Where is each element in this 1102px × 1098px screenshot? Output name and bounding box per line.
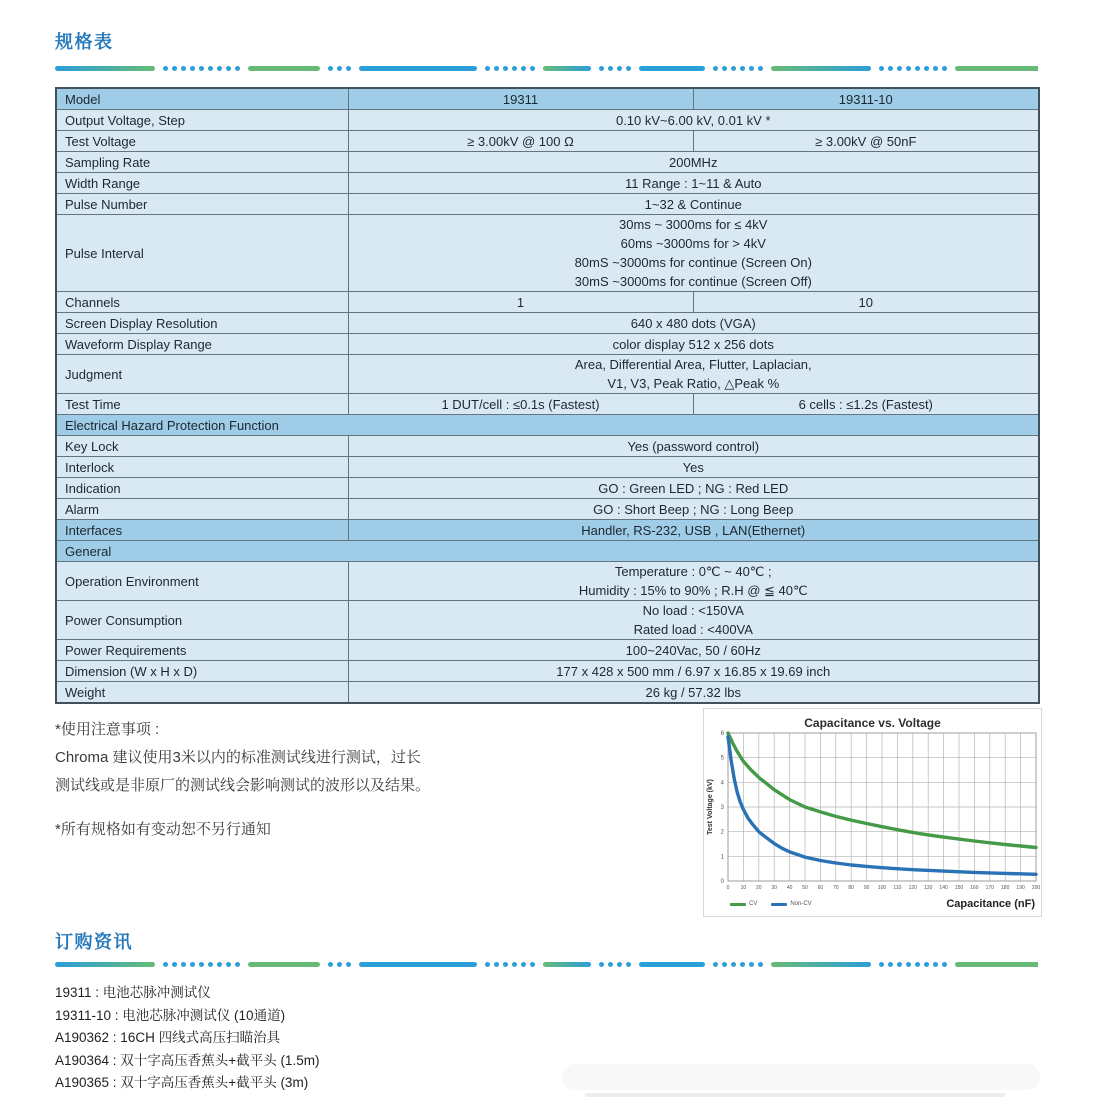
svg-text:130: 130 xyxy=(924,885,933,891)
svg-text:6: 6 xyxy=(720,731,724,737)
spec-row xyxy=(56,194,1039,215)
spec-cell-value: 10 xyxy=(693,292,1039,313)
spec-row-label: Dimension (W x H x D) xyxy=(56,661,348,682)
spec-row xyxy=(56,215,1039,292)
spec-disclaimer: *所有规格如有变动恕不另行通知 xyxy=(55,821,271,838)
svg-text:200: 200 xyxy=(1031,885,1041,891)
spec-row-label: Alarm xyxy=(56,499,348,520)
spec-row xyxy=(56,313,1039,334)
spec-section-row-label: General xyxy=(56,541,1039,562)
svg-text:Test Voltage (kV): Test Voltage (kV) xyxy=(707,779,714,835)
spec-row xyxy=(56,682,1039,704)
svg-text:110: 110 xyxy=(893,885,902,891)
svg-text:30: 30 xyxy=(771,885,777,891)
spec-cell-value: GO : Short Beep ; NG : Long Beep xyxy=(348,499,1039,520)
svg-text:180: 180 xyxy=(1001,885,1010,891)
spec-row-label: Operation Environment xyxy=(56,562,348,601)
legend-label: Non-CV xyxy=(790,901,812,907)
svg-text:2: 2 xyxy=(720,829,724,836)
spec-row xyxy=(56,520,1039,541)
ordering-item: A190365 : 双十字高压香蕉头+截平头 (3m) xyxy=(55,1075,309,1090)
legend-line-swatch xyxy=(730,903,746,906)
watermark-footer xyxy=(562,1064,1040,1090)
spec-cell-value: 26 kg / 57.32 lbs xyxy=(348,682,1039,704)
spec-row-label: Output Voltage, Step xyxy=(56,110,348,131)
spec-row xyxy=(56,131,1039,152)
spec-cell-value: 1~32 & Continue xyxy=(348,194,1039,215)
ordering-item: 19311-10 : 电池芯脉冲测试仪 (10通道) xyxy=(55,1007,286,1023)
chart-canvas xyxy=(704,729,1041,899)
spec-cell-value: 19311 xyxy=(348,88,693,110)
svg-text:0: 0 xyxy=(726,885,730,891)
spec-row xyxy=(56,394,1039,415)
ordering-list xyxy=(55,982,319,1095)
spec-cell-value: Yes xyxy=(348,457,1039,478)
svg-text:20: 20 xyxy=(756,885,762,891)
spec-row-label: Key Lock xyxy=(56,436,348,457)
legend-line-swatch xyxy=(771,903,787,906)
spec-row xyxy=(56,541,1039,562)
note-line: 测试线或是非原厂的测试线会影响测试的波形以及结果。 xyxy=(55,777,431,794)
spec-row-label: Judgment xyxy=(56,355,348,394)
spec-row-label: Pulse Number xyxy=(56,194,348,215)
spec-row xyxy=(56,601,1039,640)
spec-divider xyxy=(55,65,1038,71)
spec-row-label: Test Time xyxy=(56,394,348,415)
spec-cell-value: ≥ 3.00kV @ 50nF xyxy=(693,131,1039,152)
spec-row-label: Pulse Interval xyxy=(56,215,348,292)
svg-text:0: 0 xyxy=(720,879,724,885)
svg-text:10: 10 xyxy=(740,885,747,891)
spec-row-label: Channels xyxy=(56,292,348,313)
spec-row xyxy=(56,334,1039,355)
svg-text:70: 70 xyxy=(833,885,839,891)
spec-cell-value: color display 512 x 256 dots xyxy=(348,334,1039,355)
spec-cell-value: 200MHz xyxy=(348,152,1039,173)
usage-notes xyxy=(55,716,485,800)
spec-cell-value: 177 x 428 x 500 mm / 6.97 x 16.85 x 19.69 inch xyxy=(348,661,1039,682)
spec-section-row-label: Electrical Hazard Protection Function xyxy=(56,415,1039,436)
chart-legend xyxy=(730,901,812,907)
spec-cell-value: 11 Range : 1~11 & Auto xyxy=(348,173,1039,194)
spec-row xyxy=(56,110,1039,131)
svg-text:120: 120 xyxy=(908,885,917,891)
spec-row xyxy=(56,457,1039,478)
svg-text:140: 140 xyxy=(939,885,948,891)
spec-row xyxy=(56,355,1039,394)
spec-row xyxy=(56,478,1039,499)
ordering-item: 19311 : 电池芯脉冲测试仪 xyxy=(55,985,211,1000)
svg-text:190: 190 xyxy=(1016,885,1025,891)
spec-cell-value: Area, Differential Area, Flutter, Laplacian, V1, V3, Peak Ratio, △Peak % xyxy=(348,355,1039,394)
spec-row-label: Interlock xyxy=(56,457,348,478)
ordering-divider xyxy=(55,961,1038,967)
spec-row xyxy=(56,173,1039,194)
svg-text:40: 40 xyxy=(786,885,793,891)
svg-text:150: 150 xyxy=(954,885,964,891)
spec-row xyxy=(56,415,1039,436)
spec-row xyxy=(56,152,1039,173)
spec-row-label: Width Range xyxy=(56,173,348,194)
legend-label: CV xyxy=(749,901,758,907)
spec-row-label: Model xyxy=(56,88,348,110)
note-line: Chroma 建议使用3米以内的标准测试线进行测试，过长 xyxy=(55,749,421,766)
spec-table xyxy=(55,87,1040,704)
spec-row-label: Weight xyxy=(56,682,348,704)
ordering-item: A190362 : 16CH 四线式高压扫瞄治具 xyxy=(55,1030,281,1045)
svg-text:5: 5 xyxy=(720,755,724,762)
svg-text:4: 4 xyxy=(720,780,724,787)
capacitance-voltage-chart xyxy=(703,708,1042,917)
svg-text:1: 1 xyxy=(720,854,724,861)
spec-row-label: Indication xyxy=(56,478,348,499)
svg-text:90: 90 xyxy=(863,885,870,891)
spec-cell-value: 30ms ~ 3000ms for ≤ 4kV 60ms ~3000ms for > 4kV 80mS ~3000ms for continue (Screen On) 30mS ~3000ms for continue (Screen Off) xyxy=(348,215,1039,292)
spec-row xyxy=(56,562,1039,601)
spec-cell-value: 6 cells : ≤1.2s (Fastest) xyxy=(693,394,1039,415)
spec-cell-value: 1 DUT/cell : ≤0.1s (Fastest) xyxy=(348,394,693,415)
legend-item-cv xyxy=(730,901,757,907)
spec-cell-value: No load : <150VA Rated load : <400VA xyxy=(348,601,1039,640)
spec-row xyxy=(56,436,1039,457)
spec-row-label: Waveform Display Range xyxy=(56,334,348,355)
legend-item-non-cv xyxy=(771,901,811,907)
spec-cell-value: Temperature : 0℃ ~ 40℃ ; Humidity : 15% to 90% ; R.H @ ≦ 40℃ xyxy=(348,562,1039,601)
spec-cell-value: Yes (password control) xyxy=(348,436,1039,457)
spec-section-title: 规格表 xyxy=(55,32,114,52)
spec-row xyxy=(56,640,1039,661)
svg-text:60: 60 xyxy=(817,885,824,891)
spec-cell-value: 0.10 kV~6.00 kV, 0.01 kV * xyxy=(348,110,1039,131)
spec-cell-value: 19311-10 xyxy=(693,88,1039,110)
spec-row xyxy=(56,499,1039,520)
spec-row-label: Screen Display Resolution xyxy=(56,313,348,334)
spec-row-label: Power Consumption xyxy=(56,601,348,640)
svg-text:170: 170 xyxy=(985,885,994,891)
spec-row xyxy=(56,661,1039,682)
spec-row-label: Test Voltage xyxy=(56,131,348,152)
spec-cell-value: 100~240Vac, 50 / 60Hz xyxy=(348,640,1039,661)
spec-row-label: Sampling Rate xyxy=(56,152,348,173)
ordering-section-title: 订购资讯 xyxy=(55,932,133,952)
watermark-footer-strip xyxy=(585,1093,1005,1097)
spec-row xyxy=(56,292,1039,313)
ordering-item: A190364 : 双十字高压香蕉头+截平头 (1.5m) xyxy=(55,1052,320,1068)
spec-table-body xyxy=(56,88,1039,703)
spec-cell-value: GO : Green LED ; NG : Red LED xyxy=(348,478,1039,499)
spec-row-label: Power Requirements xyxy=(56,640,348,661)
spec-cell-value: Handler, RS-232, USB , LAN(Ethernet) xyxy=(348,520,1039,541)
spec-row xyxy=(56,88,1039,110)
svg-text:100: 100 xyxy=(877,885,887,891)
spec-cell-value: ≥ 3.00kV @ 100 Ω xyxy=(348,131,693,152)
svg-text:3: 3 xyxy=(720,805,724,811)
spec-cell-value: 1 xyxy=(348,292,693,313)
svg-text:50: 50 xyxy=(802,885,808,891)
svg-text:80: 80 xyxy=(848,885,854,891)
chart-x-axis-label: Capacitance (nF) xyxy=(946,898,1035,910)
chart-title: Capacitance vs. Voltage xyxy=(804,716,941,730)
spec-cell-value: 640 x 480 dots (VGA) xyxy=(348,313,1039,334)
svg-text:160: 160 xyxy=(970,885,979,891)
spec-row-label: Interfaces xyxy=(56,520,348,541)
note-line: *使用注意事项 : xyxy=(55,721,160,738)
